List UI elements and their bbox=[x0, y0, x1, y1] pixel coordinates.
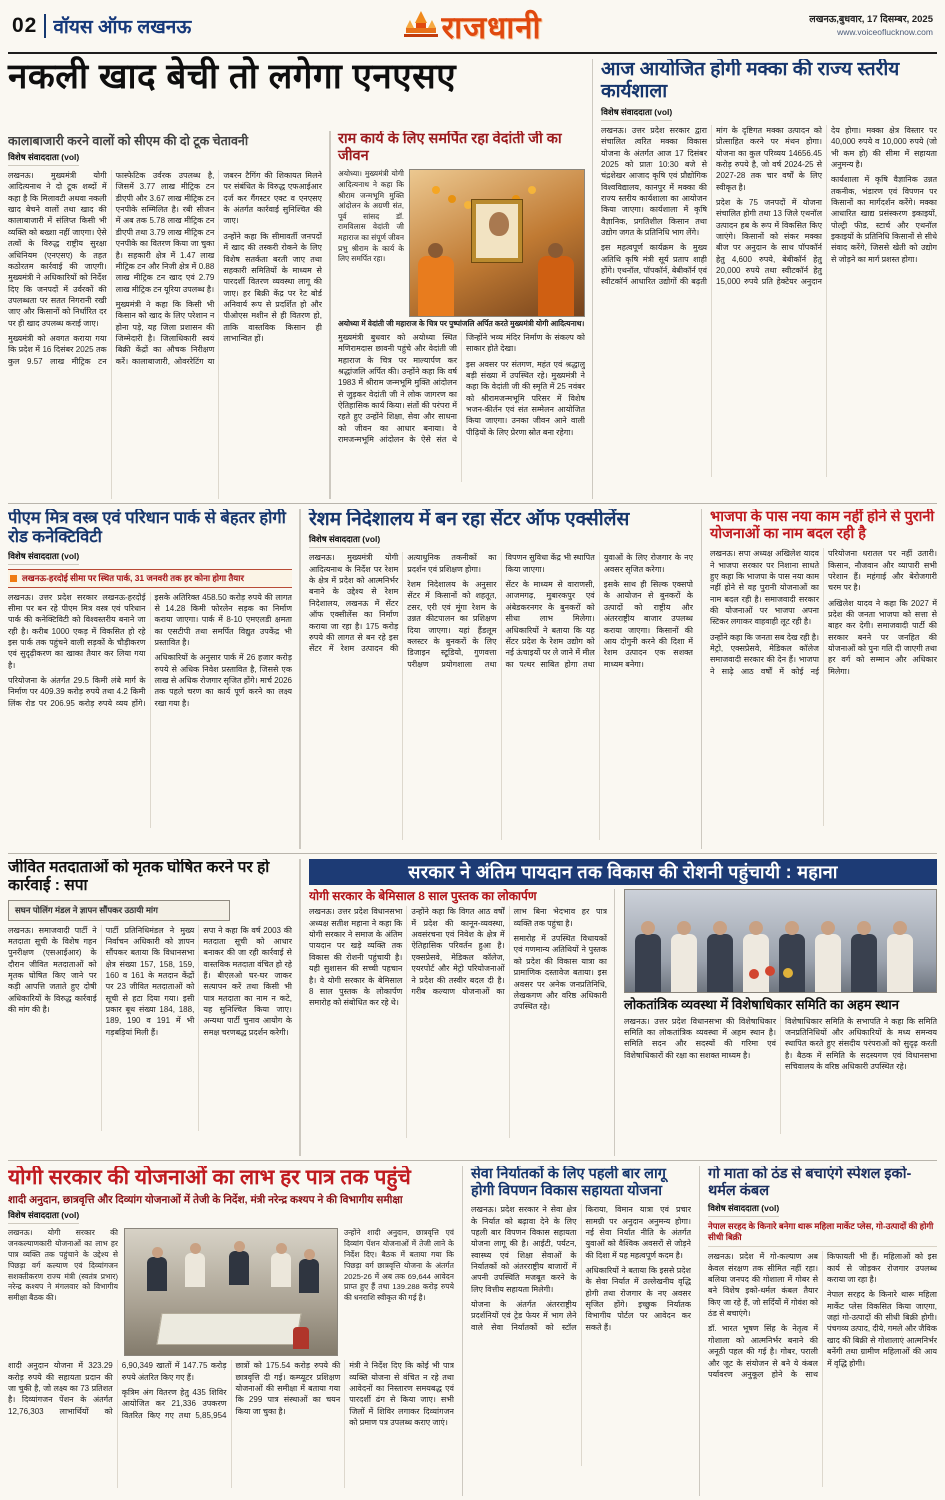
loktantrik-body-columns bbox=[624, 1016, 937, 1134]
vedanti-headline: राम कार्य के लिए समर्पित रहा वेदांती जी का जीवन bbox=[338, 131, 562, 165]
resham-body-columns bbox=[309, 552, 693, 840]
edition-name: राजधानी bbox=[441, 10, 542, 45]
paragraph: लखनऊ। प्रदेश में गो-कल्याण अब केवल संरक्षण तक सीमित नहीं रहा। बलिया जनपद की गोशाला में गोबर से बने विशेष इको-थर्मल कंबल तैयार किए जा रहे हैं, जो सर्दियों में गोवंश को ठंड से बचाएंगे। bbox=[708, 1252, 818, 1319]
resham-headline: रेशम निदेशालय में बन रहा सेंटर ऑफ एक्सीलेंस bbox=[309, 509, 630, 530]
article-sapa-voters bbox=[8, 859, 300, 1156]
flower-bouquet-graphic bbox=[765, 966, 775, 976]
lead-subhead: कालाबाजारी करने वालों को सीएम की दो टूक चेतावनी bbox=[8, 134, 249, 148]
sapa-body-columns bbox=[8, 925, 292, 1131]
article-resham bbox=[300, 509, 702, 849]
paragraph: कृत्रिम अंग वितरण हेतु 435 शिविर आयोजित कर 21,336 उपकरण वितरित किए गए तथा 5,85,954 छात्रों को 175.54 करोड़ रुपये की छात्रवृत्ति दी गई। कम्प्यूटर प्रशिक्षण योजनाओं की समीक्षा में बताया गया कि 299 पात्र संस्थाओं का चयन किया जा चुका है। bbox=[121, 1361, 341, 1420]
byline: विशेष संवाददाता (vol) bbox=[601, 107, 672, 121]
date-line: लखनऊ,बुधवार, 17 दिसम्बर, 2025 bbox=[809, 13, 933, 25]
paragraph: समारोह में उपस्थित विधायकों एवं गणमान्य अतिथियों ने पुस्तक को प्रदेश की विकास यात्रा का प्रामाणिक दस्तावेज बताया। इस अवसर पर अनेक जनप्रतिनिधि, लेखकगण और वरिष्ठ अधिकारी उपस्थित रहे। bbox=[513, 934, 607, 1012]
article-yojna-review bbox=[8, 1166, 463, 1496]
person-figure bbox=[185, 1253, 205, 1287]
paragraph: उन्होंने कहा कि विगत आठ वर्षों में प्रदेश की कानून-व्यवस्था, अवसंरचना एवं निवेश के क्षेत्र में ऐतिहासिक परिवर्तन हुआ है। एक्सप्रेसवे, मेडिकल कॉलेज, एयरपोर्ट और मेट्रो परियोजनाओं ने प्रदेश की तस्वीर बदल दी है। गरीब कल्याण योजनाओं का लाभ बिना भेदभाव हर पात्र व्यक्ति तक पहुंचा है। bbox=[411, 907, 607, 996]
mahana-subhead: योगी सरकार के बेमिसाल 8 साल पुस्तक का लोकार्पण bbox=[309, 889, 537, 903]
yojna-body-columns bbox=[8, 1360, 454, 1488]
vedanti-top bbox=[338, 169, 585, 317]
figure-silhouette bbox=[418, 256, 454, 316]
paragraph: लखनऊ। योगी सरकार की जनकल्याणकारी योजनाओं का लाभ हर पात्र व्यक्ति तक पहुंचाने के उद्देश्य से पिछड़ा वर्ग कल्याण एवं दिव्यांगजन सशक्तीकरण राज्य मंत्री (स्वतंत्र प्रभार) नरेन्द्र कश्यप ने मंगलवार को विभागीय समीक्षा बैठक की। bbox=[8, 1228, 118, 1303]
byline: विशेष संवाददाता (vol) bbox=[8, 1210, 79, 1224]
paragraph: लखनऊ। उत्तर प्रदेश विधानसभा की विशेषाधिकार समिति का लोकतांत्रिक व्यवस्था में अहम स्थान है। समिति सदन और सदस्यों की गरिमा एवं विशेषाधिकारों की रक्षा का सशक्त माध्यम है। bbox=[624, 1016, 776, 1060]
paragraph: अधिकारियों के अनुसार पार्क में 26 हजार करोड़ रुपये से अधिक निवेश प्रस्तावित है, जिससे एक लाख से अधिक रोजगार सृजित होंगे। मार्च 2026 तक पहले चरण का कार्य पूर्ण करने का लक्ष्य रखा गया है। bbox=[154, 653, 292, 708]
article-mahana bbox=[300, 859, 937, 1156]
masthead-right bbox=[809, 14, 933, 38]
person-figure bbox=[851, 934, 877, 992]
person-figure bbox=[779, 934, 805, 992]
paragraph: लखनऊ। उत्तर प्रदेश सरकार लखनऊ-हरदोई सीमा पर बन रहे पीएम मित्र वस्त्र एवं परिधान पार्क की कनेक्टिविटी को विश्वस्तरीय बनाने जा रही है। करीब 1000 एकड़ में विकसित हो रहे इस पार्क तक पहुंचने वाली सड़कों के चौड़ीकरण एवं सुदृढ़ीकरण का खाका तैयार कर लिया गया है। bbox=[8, 592, 146, 670]
middle-stories-row bbox=[8, 509, 937, 854]
paragraph: लखनऊ। मुख्यमंत्री योगी आदित्यनाथ ने दो टूक शब्दों में कहा है कि मिलावटी अथवा नकली खाद बेचने वालों तथा खाद की कालाबाजारी में संलिप्त किसी भी व्यक्ति को बख्शा नहीं जाएगा। ऐसे तत्वों के विरुद्ध राष्ट्रीय सुरक्षा अधिनियम (एनएसए) के तहत कठोरतम कार्रवाई की जाएगी। मुख्यमंत्री ने अधिकारियों को निर्देश दिए कि जनपदों में उर्वरकों की उपलब्धता पर सतत निगरानी रखी जाए और किसानों को निर्धारित दर पर ही खाद उपलब्ध कराई जाए। bbox=[8, 171, 107, 328]
paragraph: पार्टी प्रतिनिधिमंडल ने मुख्य निर्वाचन अधिकारी को ज्ञापन सौंपकर बताया कि विधानसभा क्षेत्र संख्या 157, 158, 159, 160 व 161 के मतदान केंद्रों पर 23 जीवित मतदाताओं को सूची से हटा दिया गया। इसी प्रकार बूथ संख्या 184, 188, 189, 190 व 191 में भी गड़बड़ियां मिली हैं। bbox=[105, 925, 195, 1037]
portrait-frame-graphic bbox=[472, 200, 522, 262]
paragraph: इस महत्वपूर्ण कार्यक्रम के मुख्य अतिथि कृषि मंत्री सूर्य प्रताप शाही होंगे। एथनॉल, पॉपकॉर्न, बेबीकॉर्न एवं स्वीटकॉर्न आधारित उद्योगों की बढ़ती मांग के दृष्टिगत मक्का उत्पादन को प्रोत्साहित करने पर मंथन होगा। योजना का कुल परिव्यय 14656.45 करोड़ रुपये है, जो वर्ष 2024-25 से 2027-28 तक चार वर्षों के लिए स्वीकृत है। bbox=[601, 125, 822, 287]
highlight-box bbox=[8, 569, 292, 588]
bjp-body-columns bbox=[710, 548, 937, 826]
pm-mitra-body-columns bbox=[8, 592, 292, 828]
mahana-left-column bbox=[309, 889, 615, 1156]
paragraph: मंत्री ने निर्देश दिए कि कोई भी पात्र व्यक्ति योजना से वंचित न रहे तथा आवेदनों का निस्तारण समयबद्ध एवं पारदर्शी ढंग से किया जाए। सभी जिलों में शिविर लगाकर दिव्यांगजन को प्रमाण पत्र उपलब्ध कराए जाएं। bbox=[349, 1361, 454, 1428]
yojna-headline: योगी सरकार की योजनाओं का लाभ हर पात्र तक पहुंचे bbox=[8, 1166, 411, 1189]
page-number: 02 bbox=[12, 14, 38, 37]
paragraph: योजना के अंतर्गत अंतरराष्ट्रीय प्रदर्शनियों एवं ट्रेड फेयर में भाग लेने वाले सेवा निर्यातकों को स्टॉल किराया, विमान यात्रा एवं प्रचार सामग्री पर अनुदान अनुमन्य होगा। नई सेवा निर्यात नीति के अंतर्गत युवाओं को वैश्विक अवसरों से जोड़ने की दिशा में यह महत्वपूर्ण कदम है। bbox=[471, 1205, 691, 1332]
person-figure bbox=[887, 934, 913, 992]
figure-silhouette bbox=[538, 256, 574, 316]
photo-caption: अयोध्या में वेदांती जी महाराज के चित्र पर पुष्पांजलि अर्पित करते मुख्यमंत्री योगी आदित्यनाथ। bbox=[338, 319, 585, 329]
article-vedanti bbox=[330, 131, 592, 499]
byline: विशेष संवाददाता (vol) bbox=[708, 1203, 779, 1217]
vedanti-body-columns bbox=[338, 332, 585, 482]
paragraph: उन्होंने शादी अनुदान, छात्रवृत्ति एवं दिव्यांग पेंशन योजनाओं में तेजी लाने के निर्देश दिए। बैठक में बताया गया कि पिछड़ा वर्ग छात्रवृत्ति योजना के अंतर्गत 2025-26 में अब तक 69,644 आवेदन प्राप्त हुए हैं तथा 139.288 करोड़ रुपये की धनराशि स्वीकृत की गई है। bbox=[344, 1228, 454, 1303]
seva-headline: सेवा निर्यातकों के लिए पहली बार लागू होगी विपणन विकास सहायता योजना bbox=[471, 1166, 666, 1200]
article-seva-export bbox=[463, 1166, 700, 1496]
paragraph: लखनऊ। मुख्यमंत्री योगी आदित्यनाथ के निर्देश पर रेशम के क्षेत्र में प्रदेश को आत्मनिर्भर बनाने के उद्देश्य से रेशम निदेशालय, लखनऊ में सेंटर ऑफ एक्सीलेंस का निर्माण कराया जा रहा है। 175 करोड़ रुपये की लागत से बन रहे इस सेंटर में रेशम उत्पादन की अत्याधुनिक तकनीकों का प्रदर्शन एवं प्रशिक्षण होगा। bbox=[309, 553, 497, 654]
byline: विशेष संवाददाता (vol) bbox=[8, 551, 79, 565]
paragraph: कार्यशाला में कृषि वैज्ञानिक उन्नत तकनीक, भंडारण एवं विपणन पर किसानों का मार्गदर्शन करेंगे। मक्का आधारित खाद्य प्रसंस्करण इकाइयों, पोल्ट्री फीड, स्टार्च और एथनॉल इकाइयों के प्रतिनिधि किसानों से सीधे संवाद करेंगे, जिससे खेती को उद्योग से जोड़ने का मार्ग प्रशस्त होगा। bbox=[831, 175, 937, 264]
pm-mitra-headline: पीएम मित्र वस्त्र एवं परिधान पार्क से बेहतर होगी रोड कनेक्टिविटी bbox=[8, 509, 286, 547]
red-chair-graphic bbox=[293, 1327, 309, 1349]
paragraph: लखनऊ। प्रदेश सरकार ने सेवा क्षेत्र के निर्यात को बढ़ावा देने के लिए पहली बार विपणन विकास सहायता योजना लागू की है। आईटी, पर्यटन, स्वास्थ्य एवं शिक्षा सेवाओं के निर्यातकों को अंतरराष्ट्रीय बाजारों में अपनी उपस्थिति मजबूत करने के लिए वित्तीय सहायता मिलेगी। bbox=[471, 1205, 577, 1294]
edition-logo bbox=[403, 6, 541, 48]
website-url: www.voiceoflucknow.com bbox=[837, 26, 933, 37]
mahana-banner-headline: सरकार ने अंतिम पायदान तक विकास की रोशनी पहुंचायी : महाना bbox=[309, 859, 937, 885]
person-figure bbox=[635, 934, 661, 992]
paragraph: मुख्यमंत्री ने कहा कि किसी भी किसान को खाद के लिए परेशान न होना पड़े, यह जिला प्रशासन की जिम्मेदारी है। जिलाधिकारी स्वयं बिक्री केंद्रों का औचक निरीक्षण करें। कालाबाजारी, ओवररेटिंग या जबरन टैगिंग की शिकायत मिलने पर संबंधित के विरुद्ध एफआईआर दर्ज कर गैंगस्टर एक्ट व एनएसए के अंतर्गत कार्रवाई सुनिश्चित की जाए। bbox=[115, 171, 322, 366]
yojna-right-text bbox=[344, 1228, 454, 1356]
masthead bbox=[8, 4, 937, 54]
meeting-table-graphic bbox=[156, 1313, 301, 1345]
top-stories-row bbox=[8, 59, 937, 504]
article-lead-header bbox=[8, 59, 592, 131]
photo-review-meeting bbox=[124, 1228, 338, 1356]
paragraph: नेपाल सरहद के किनारे थारू महिला मार्केट प्लेस विकसित किया जाएगा, जहां गो-उत्पादों की सीधी बिक्री होगी। पंचगव्य उत्पाद, दीये, गमले और जैविक खाद की बिक्री से गोशालाएं आत्मनिर्भर बनेंगी तथा ग्रामीण महिलाओं की आय में वृद्धि होगी। bbox=[827, 1290, 937, 1368]
inset-box bbox=[8, 900, 230, 921]
marigold-garland-graphic bbox=[432, 186, 440, 194]
paragraph: विशेषाधिकार समिति के सभापति ने कहा कि समिति जनप्रतिनिधियों और अधिकारियों के मध्य समन्वय स्थापित करते हुए संसदीय परंपराओं को सुदृढ़ करती है। बैठक में समिति के सदस्यगण एवं विधानसभा सचिवालय के वरिष्ठ अधिकारी उपस्थित रहे। bbox=[785, 1016, 937, 1072]
person-figure bbox=[815, 934, 841, 992]
paragraph: लखनऊ। उत्तर प्रदेश सरकार द्वारा संचालित त्वरित मक्का विकास योजना के अंतर्गत आज 17 दिसंबर 2025 को प्रातः 10:30 बजे से चंद्रशेखर आजाद कृषि एवं प्रौद्योगिक विश्वविद्यालय, कानपुर में मक्का की राज्य स्तरीय कार्यशाला का आयोजन किया जाएगा। कार्यशाला में कृषि वैज्ञानिक, प्रगतिशील किसान तथा उद्योग जगत के प्रतिनिधि भाग लेंगे। bbox=[601, 125, 707, 238]
paragraph: उन्होंने कहा कि जनता सब देख रही है। मेट्रो, एक्सप्रेसवे, मेडिकल कॉलेज समाजवादी सरकार की देन हैं। भाजपा ने साढ़े आठ वर्षों में कोई नई परियोजना धरातल पर नहीं उतारी। किसान, नौजवान और व्यापारी सभी परेशान हैं। महंगाई और बेरोजगारी चरम पर है। bbox=[710, 549, 937, 676]
lower-stories-row bbox=[8, 859, 937, 1161]
loktantrik-section bbox=[624, 889, 937, 1156]
makka-headline: आज आयोजित होगी मक्का की राज्य स्तरीय कार्यशाला bbox=[601, 59, 900, 103]
paragraph: सेंटर के माध्यम से वाराणसी, आजमगढ़, मुबारकपुर एवं अंबेडकरनगर के बुनकरों को सीधा लाभ मिलेगा। अधिकारियों ने बताया कि यह सेंटर प्रदेश के रेशम उद्योग को नई ऊंचाइयों पर ले जाने में मील का पत्थर साबित होगा तथा युवाओं के लिए रोजगार के नए अवसर सृजित करेगा। bbox=[505, 553, 693, 669]
paragraph: प्रदेश के 75 जनपदों में योजना संचालित होगी तथा 13 जिले एथनॉल उत्पादन हब के रूप में विकसित किए जाएंगे। किसानों को संकर मक्का बीज पर अनुदान के साथ पॉपकॉर्न हेतु 4,600 रुपये, बेबीकॉर्न हेतु 20,000 रुपये तथा स्वीटकॉर्न हेतु 15,000 रुपये प्रति हेक्टेयर अनुदान देय होगा। मक्का क्षेत्र विस्तार पर 40,000 रुपये व 10,000 रुपये (जो भी कम हो) की सीमा में सहायता अनुमन्य है। bbox=[716, 125, 937, 287]
paragraph: अखिलेश यादव ने कहा कि 2027 में प्रदेश की जनता भाजपा को सत्ता से बाहर कर देगी। समाजवादी पार्टी की सरकार बनने पर जनहित की योजनाओं को पुनः गति दी जाएगी तथा हर वर्ग को सम्मान और अधिकार मिलेगा। bbox=[828, 598, 937, 676]
paragraph: अधिकारियों ने बताया कि इससे प्रदेश के सेवा निर्यात में उल्लेखनीय वृद्धि होगी तथा रोजगार के नए अवसर सृजित होंगे। इच्छुक निर्यातक विभागीय पोर्टल पर आवेदन कर सकते हैं। bbox=[585, 1266, 691, 1332]
paragraph: मुख्यमंत्री को अवगत कराया गया कि प्रदेश में 16 दिसंबर 2025 तक कुल 9.57 लाख मीट्रिक टन फास्फेटिक उर्वरक उपलब्ध है, जिसमें 3.77 लाख मीट्रिक टन डीएपी और 3.67 लाख मीट्रिक टन एनपीके सम्मिलित है। रबी सीजन में अब तक 5.78 लाख मीट्रिक टन डीएपी तथा 3.79 लाख मीट्रिक टन एनपीके का वितरण किया जा चुका है। सहकारी क्षेत्र में 1.47 लाख मीट्रिक टन और निजी क्षेत्र में 0.88 लाख मीट्रिक टन खाद एवं 2.79 लाख मीट्रिक टन यूरिया उपलब्ध है। bbox=[8, 171, 215, 366]
byline: विशेष संवाददाता (vol) bbox=[309, 534, 380, 548]
article-bjp-schemes bbox=[702, 509, 937, 849]
yojna-middle-band bbox=[8, 1228, 454, 1356]
gomata-strapline: नेपाल सरहद के किनारे बनेगा थारू महिला मार्केट प्लेस, गो-उत्पादों की होगी सीधी बिक्री bbox=[708, 1221, 937, 1247]
person-figure bbox=[743, 934, 769, 992]
person-figure bbox=[671, 934, 697, 992]
loktantrik-headline: लोकतांत्रिक व्यवस्था में विशेषाधिकार समिति का अहम स्थान bbox=[624, 997, 899, 1012]
paragraph: लखनऊ। समाजवादी पार्टी ने मतदाता सूची के विशेष गहन पुनरीक्षण (एसआईआर) के दौरान जीवित मतदाताओं को मृतक घोषित किए जाने पर कड़ी आपत्ति जताते हुए दोषी अधिकारियों के विरुद्ध कार्रवाई की मांग की है। bbox=[8, 925, 97, 1015]
article-lead bbox=[8, 131, 330, 499]
paragraph: अयोध्या। मुख्यमंत्री योगी आदित्यनाथ ने कहा कि श्रीराम जन्मभूमि मुक्ति आंदोलन के अग्रणी संत, पूर्व सांसद डॉ. रामविलास वेदांती जी महाराज का संपूर्ण जीवन प्रभु श्रीराम के कार्य के लिए समर्पित रहा। bbox=[338, 169, 404, 264]
highlight-text: लखनऊ-हरदोई सीमा पर स्थित पार्क, 31 जनवरी तक हर कोना होगा तैयार bbox=[22, 572, 244, 583]
paragraph: इस अवसर पर संतगण, महंत एवं श्रद्धालु बड़ी संख्या में उपस्थित रहे। मुख्यमंत्री ने कहा कि वेदांती जी की स्मृति में 25 नवंबर को श्रीरामजन्मभूमि परिसर में विशेष भजन-कीर्तन एवं संत सम्मेलन आयोजित किया जाएगा। उनका जीवन आने वाली पीढ़ियों के लिए प्रेरणा स्रोत बना रहेगा। bbox=[466, 359, 585, 437]
person-figure bbox=[147, 1257, 167, 1291]
article-pm-mitra bbox=[8, 509, 300, 849]
vedanti-side-column bbox=[338, 169, 404, 317]
paragraph: परियोजना के अंतर्गत 29.5 किमी लंबे मार्ग के निर्माण पर 409.39 करोड़ रुपये तथा 4.2 किमी लिंक रोड पर 206.95 करोड़ रुपये व्यय होंगे। इसके अतिरिक्त 458.50 करोड़ रुपये की लागत से 14.28 किमी फोरलेन सड़क का निर्माण कराया जाएगा। पार्क में 8-10 एमएलडी क्षमता का एसटीपी तथा समर्पित विद्युत उपकेंद्र भी प्रस्तावित है। bbox=[8, 592, 292, 708]
makka-body-columns bbox=[601, 125, 937, 477]
gomata-headline: गो माता को ठंड से बचाएंगे स्पेशल इको-थर्मल कंबल bbox=[708, 1166, 912, 1200]
mahana-body-columns bbox=[309, 906, 607, 1138]
paper-name: वॉयस ऑफ लखनऊ bbox=[53, 17, 192, 38]
yojna-subhead: शादी अनुदान, छात्रवृत्ति और दिव्यांग योजनाओं में तेजी के निर्देश, मंत्री नरेन्द्र कश्यप ने की विभागीय समीक्षा bbox=[8, 1193, 403, 1206]
photo-vedanti-tribute bbox=[409, 169, 585, 317]
seva-body-columns bbox=[471, 1204, 691, 1466]
sapa-headline: जीवित मतदाताओं को मृतक घोषित करने पर हो कार्रवाई : सपा bbox=[8, 859, 270, 895]
paragraph: लखनऊ। उत्तर प्रदेश विधानसभा अध्यक्ष सतीश महाना ने कहा कि योगी सरकार ने समाज के अंतिम पायदान पर खड़े व्यक्ति तक विकास की रोशनी पहुंचायी है। यही सुशासन की सच्ची पहचान है। वे योगी सरकार के बेमिसाल 8 साल पुस्तक के लोकार्पण समारोह को संबोधित कर रहे थे। bbox=[309, 907, 403, 1008]
masthead-divider bbox=[44, 14, 46, 38]
bjp-headline: भाजपा के पास नया काम नहीं होने से पुरानी योजनाओं का नाम बदल रही है bbox=[710, 509, 935, 543]
gomata-body-columns bbox=[708, 1251, 937, 1487]
paragraph: शादी अनुदान योजना में 323.29 करोड़ रुपये की सहायता प्रदान की जा चुकी है, जो लक्ष्य का 73 प्रतिशत है। दिव्यांगजन पेंशन के अंतर्गत 12,76,303 लाभार्थियों को 6,90,349 खातों में 147.75 करोड़ रुपये अंतरित किए गए हैं। bbox=[8, 1361, 227, 1416]
bottom-stories-row bbox=[8, 1166, 937, 1496]
masthead-left bbox=[12, 13, 191, 39]
person-figure bbox=[299, 1259, 319, 1293]
paragraph: डॉ. भारत भूषण सिंह के नेतृत्व में गोशाला को आत्मनिर्भर बनाने की अनूठी पहल की गई है। गोबर, पराली और जूट के संयोजन से बने ये कंबल पर्यावरण अनुकूल होने के साथ किफायती भी हैं। महिलाओं को इस कार्य से जोड़कर रोजगार उपलब्ध कराया जा रहा है। bbox=[708, 1252, 937, 1379]
article-makka-workshop bbox=[592, 59, 937, 499]
paragraph: उन्होंने कहा कि सीमावर्ती जनपदों में खाद की तस्करी रोकने के लिए विशेष सतर्कता बरती जाए तथा सहकारी समितियों के माध्यम से पारदर्शी वितरण व्यवस्था लागू की जाए। हर बिक्री केंद्र पर रेट बोर्ड अनिवार्य रूप से प्रदर्शित हो और पीओएस मशीन से ही वितरण हो, ताकि वास्तविक किसान ही लाभान्वित हों। bbox=[223, 231, 322, 344]
paragraph: सपा ने कहा कि वर्ष 2003 की मतदाता सूची को आधार बनाकर की जा रही कार्रवाई से वास्तविक मतदाता वंचित हो रहे हैं। बीएलओ घर-घर जाकर सत्यापन करें तथा किसी भी पात्र मतदाता का नाम न कटे, यह सुनिश्चित किया जाए। अन्यथा पार्टी चुनाव आयोग के समक्ष चरणबद्ध प्रदर्शन करेगी। bbox=[203, 925, 292, 1037]
paragraph: मुख्यमंत्री बुधवार को अयोध्या स्थित मणिरामदास छावनी पहुंचे और वेदांती जी महाराज के चित्र पर माल्यार्पण कर श्रद्धांजलि अर्पित की। उन्होंने कहा कि वर्ष 1983 में श्रीराम जन्मभूमि मुक्ति आंदोलन से जुड़कर वेदांती जी ने लोक जागरण का ऐतिहासिक कार्य किया। संतों की परंपरा में रहते हुए उन्होंने शिक्षा, सेवा और साधना को जीवन का आधार बनाया। वे रामजन्मभूमि आंदोलन के ऐसे संत थे जिन्होंने भव्य मंदिर निर्माण के संकल्प को साकार होते देखा। bbox=[338, 332, 585, 445]
photo-book-launch-group bbox=[624, 889, 937, 993]
inset-text: सघन पोलिंग मंडल ने ज्ञापन सौंपकर उठायी मांग bbox=[15, 904, 158, 915]
paragraph: इसके साथ ही सिल्क एक्सपो के आयोजन से बुनकरों के उत्पादों को राष्ट्रीय और अंतरराष्ट्रीय बाजार उपलब्ध कराया जाएगा। किसानों की आय दोगुनी करने की दिशा में रेशम उत्पादन एक सशक्त माध्यम बनेगा। bbox=[603, 580, 693, 669]
person-figure bbox=[229, 1251, 249, 1285]
mahana-zone bbox=[309, 889, 937, 1156]
person-figure bbox=[707, 934, 733, 992]
temple-icon bbox=[403, 10, 437, 44]
byline: विशेष संवाददाता (vol) bbox=[8, 152, 79, 166]
lead-body-columns bbox=[8, 170, 322, 499]
square-bullet-icon bbox=[10, 575, 17, 582]
yojna-left-text bbox=[8, 1228, 118, 1356]
person-figure bbox=[271, 1253, 291, 1287]
paragraph: रेशम निदेशालय के अनुसार सेंटर में किसानों को शहतूत, टसर, एरी एवं मूंगा रेशम के उन्नत कीटपालन का प्रशिक्षण दिया जाएगा। यहां हैंडलूम क्लस्टर के बुनकरों के लिए डिजाइन स्टूडियो, गुणवत्ता परीक्षण प्रयोगशाला तथा विपणन सुविधा केंद्र भी स्थापित किया जाएगा। bbox=[407, 553, 595, 669]
article-gomata-blankets bbox=[700, 1166, 937, 1496]
lead-headline: नकली खाद बेची तो लगेगा एनएसए bbox=[8, 57, 457, 96]
paragraph: लखनऊ। सपा अध्यक्ष अखिलेश यादव ने भाजपा सरकार पर निशाना साधते हुए कहा कि भाजपा के पास नया काम नहीं होने से वह पुरानी योजनाओं का नाम बदल रही है। समाजवादी सरकार की योजनाओं पर भाजपा अपना स्टिकर लगाकर वाहवाही लूट रही है। bbox=[710, 549, 819, 627]
